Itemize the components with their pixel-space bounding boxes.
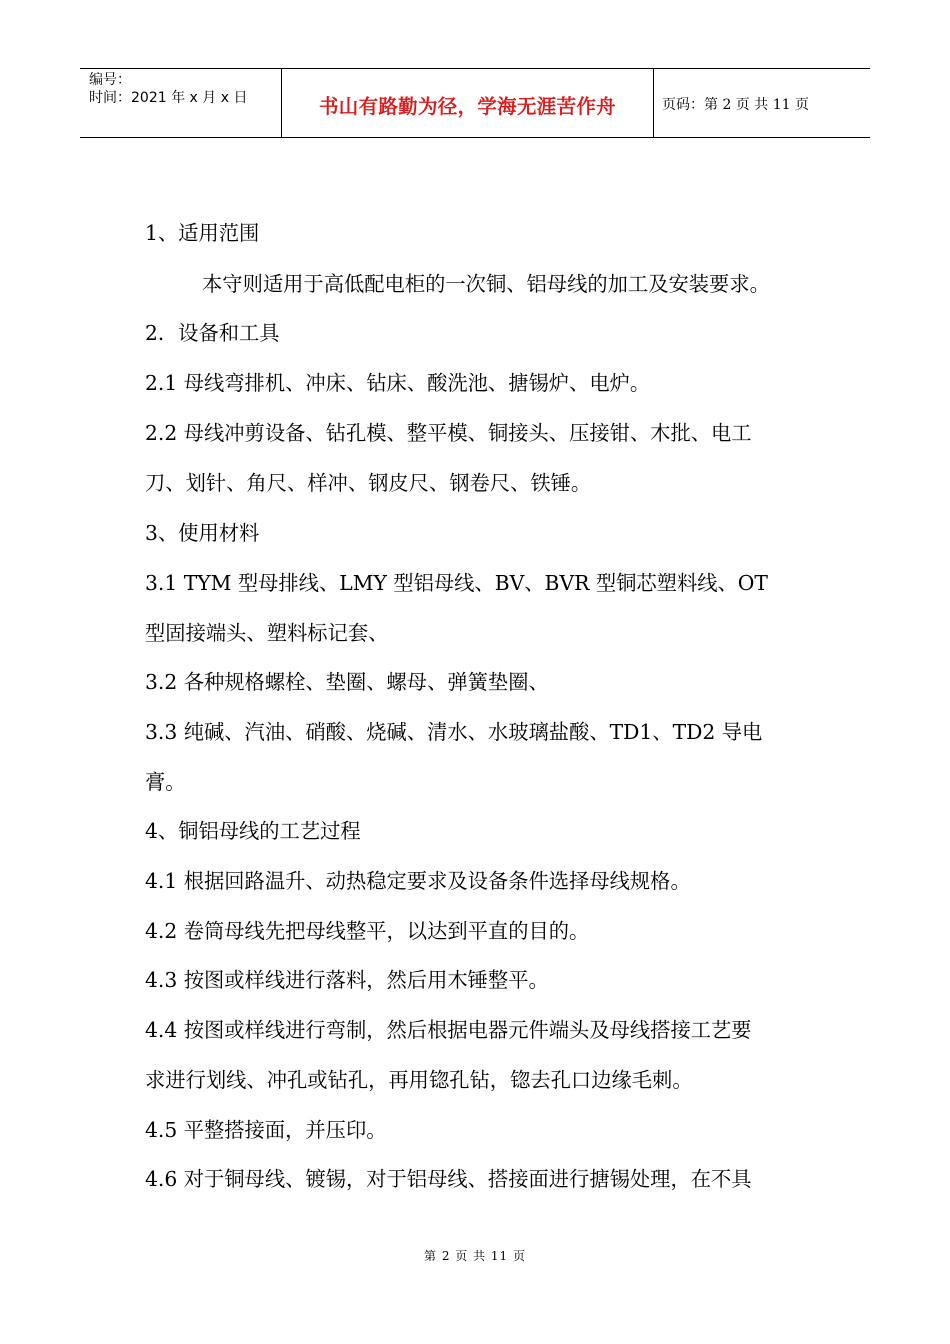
section-heading: 4、铜铝母线的工艺过程 xyxy=(145,819,361,843)
page-header xyxy=(80,68,870,138)
paragraph-line: 2.2 母线冲剪设备、钻孔模、整平模、铜接头、压接钳、木批、电工 xyxy=(145,421,752,445)
header-page-info-cell xyxy=(654,70,870,138)
page-footer xyxy=(0,1247,950,1264)
paragraph-line: 3.3 纯碱、汽油、硝酸、烧碱、清水、水玻璃盐酸、TD1、TD2 导电 xyxy=(145,720,763,744)
header-meta-cell xyxy=(80,69,282,137)
paragraph-line: 膏。 xyxy=(145,770,186,794)
document-number-label: 编号： xyxy=(89,72,131,88)
paragraph-line: 本守则适用于高低配电柜的一次铜、铝母线的加工及安装要求。 xyxy=(202,272,770,296)
paragraph-line: 2.1 母线弯排机、冲床、钻床、酸洗池、搪锡炉、电炉。 xyxy=(145,371,651,395)
paragraph-line: 4.1 根据回路温升、动热稳定要求及设备条件选择母线规格。 xyxy=(145,869,691,893)
section-heading: 2．设备和工具 xyxy=(145,321,280,345)
paragraph-line: 刀、划针、角尺、样冲、钢皮尺、钢卷尺、铁锤。 xyxy=(145,471,592,495)
paragraph-line: 4.2 卷筒母线先把母线整平，以达到平直的目的。 xyxy=(145,919,590,943)
header-motto-cell xyxy=(282,69,654,137)
paragraph-line: 4.4 按图或样线进行弯制，然后根据电器元件端头及母线搭接工艺要 xyxy=(145,1018,752,1042)
document-date-label: 时间：2021 年 x 月 x 日 xyxy=(89,90,248,106)
paragraph-line: 4.5 平整搭接面，并压印。 xyxy=(145,1118,387,1142)
footer-page-number: 第 2 页 共 11 页 xyxy=(424,1249,526,1263)
section-heading: 3、使用材料 xyxy=(145,521,260,545)
paragraph-line: 3.2 各种规格螺栓、垫圈、螺母、弹簧垫圈、 xyxy=(145,670,549,694)
paragraph-line: 4.6 对于铜母线、镀锡，对于铝母线、搭接面进行搪锡处理，在不具 xyxy=(145,1167,752,1191)
section-heading: 1、适用范围 xyxy=(145,221,260,245)
paragraph-line: 型固接端头、塑料标记套、 xyxy=(145,621,389,645)
paragraph-line: 求进行划线、冲孔或钻孔，再用锪孔钻，锪去孔口边缘毛刺。 xyxy=(145,1068,693,1092)
paragraph-line: 4.3 按图或样线进行落料，然后用木锤整平。 xyxy=(145,968,549,992)
header-page-info: 页码：第 2 页 共 11 页 xyxy=(662,97,809,113)
paragraph-line: 3.1 TYM 型母排线、LMY 型铝母线、BV、BVR 型铜芯塑料线、OT xyxy=(145,571,768,595)
header-motto: 书山有路勤为径，学海无涯苦作舟 xyxy=(318,94,616,118)
